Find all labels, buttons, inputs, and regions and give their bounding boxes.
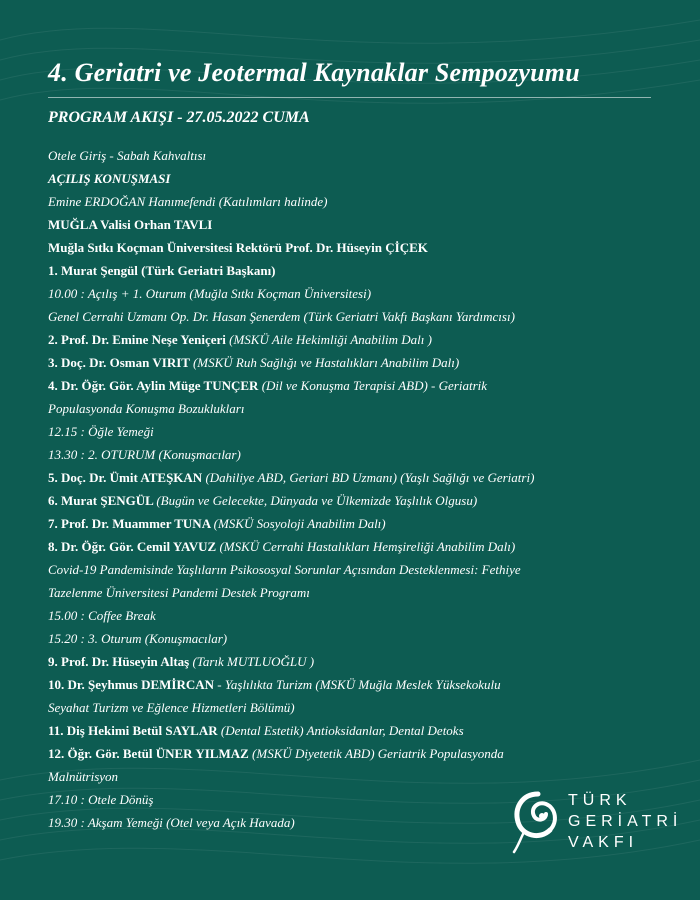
program-line-text: 12.15 : Öğle Yemeği (48, 424, 154, 439)
logo-wordmark (568, 790, 682, 853)
program-line-text: 15.00 : Coffee Break (48, 608, 156, 623)
program-line-text: Populasyonda Konuşma Bozuklukları (48, 401, 245, 416)
program-line (48, 328, 668, 351)
program-line-text: 5. Doç. Dr. Ümit ATEŞKAN (48, 470, 206, 485)
program-line (48, 604, 668, 627)
program-line (48, 466, 668, 489)
program-line-text: 4. Dr. Öğr. Gör. Aylin Müge TUNÇER (48, 378, 262, 393)
program-line-text: (MSKÜ Diyetetik ABD) Geriatrik Populasyonda (252, 746, 504, 761)
program-line-text: AÇILIŞ KONUŞMASI (48, 171, 171, 186)
program-line (48, 397, 668, 420)
program-line-text: Genel Cerrahi Uzmanı Op. Dr. Hasan Şenerdem (Türk Geriatri Vakfı Başkanı Yardımcısı) (48, 309, 515, 324)
program-line-text: (MSKÜ Ruh Sağlığı ve Hastalıkları Anabilim Dalı) (192, 355, 460, 370)
program-line-text: 10.00 : Açılış + 1. Oturum (Muğla Sıtkı Koçman Üniversitesi) (48, 286, 372, 301)
program-line (48, 167, 668, 190)
program-line-text: - Yaşlılıkta Turizm (MSKÜ Muğla Meslek Yüksekokulu (217, 677, 501, 692)
program-line-text: 8. Dr. Öğr. Gör. Cemil YAVUZ (48, 539, 220, 554)
program-line (48, 305, 668, 328)
program-line (48, 420, 668, 443)
program-line (48, 282, 668, 305)
program-line (48, 443, 668, 466)
program-line-text: 12. Öğr. Gör. Betül ÜNER YILMAZ (48, 746, 253, 761)
program-line-text: 15.20 : 3. Oturum (Konuşmacılar) (48, 631, 228, 646)
program-line-text: (MSKÜ Aile Hekimliği Anabilim Dalı ) (229, 332, 432, 347)
program-line-text: 19.30 : Akşam Yemeği (Otel veya Açık Havada) (48, 815, 295, 830)
program-line-text: Otele Giriş - Sabah Kahvaltısı (48, 148, 207, 163)
program-line-text: (Dental Estetik) Antioksidanlar, Dental Detoks (220, 723, 464, 738)
program-line-text: Emine ERDOĞAN Hanımefendi (Katılımları halinde) (48, 194, 328, 209)
program-line-text: 2. Prof. Dr. Emine Neşe Yeniçeri (48, 332, 230, 347)
program-line-text: 13.30 : 2. OTURUM (Konuşmacılar) (48, 447, 241, 462)
logo-line-geriatri: GERİATRİ (568, 813, 683, 830)
program-line (48, 374, 668, 397)
program-line-text: 9. Prof. Dr. Hüseyin Altaş (48, 654, 193, 669)
program-line (48, 581, 668, 604)
program-line (48, 742, 668, 765)
program-line-text: 3. Doç. Dr. Osman VIRIT (48, 355, 193, 370)
program-line (48, 535, 668, 558)
program-line-text: 11. Diş Hekimi Betül SAYLAR (48, 723, 221, 738)
program-line (48, 512, 668, 535)
program-list (48, 144, 668, 834)
program-line (48, 696, 668, 719)
program-line (48, 558, 668, 581)
program-line-text: 6. Murat ŞENGÜL (48, 493, 157, 508)
program-subtitle: PROGRAM AKIŞI - 27.05.2022 CUMA (48, 109, 310, 126)
program-line-text: Covid-19 Pandemisinde Yaşlıların Psikososyal Sorunlar Açısından Desteklenmesi: Fethiye (48, 562, 521, 577)
page-title: 4. Geriatri ve Jeotermal Kaynaklar Sempozyumu (48, 58, 580, 87)
title-divider (48, 97, 651, 98)
program-line-text: Malnütrisyon (48, 769, 119, 784)
program-line (48, 765, 668, 788)
program-line-text: Muğla Sıtkı Koçman Üniversitesi Rektörü Prof. Dr. Hüseyin ÇİÇEK (48, 240, 428, 255)
logo-line-vakfi: VAKFI (568, 834, 639, 851)
program-line (48, 259, 668, 282)
program-line-text: (Dil ve Konuşma Terapisi ABD) - Geriatrik (261, 378, 488, 393)
program-line-text: Seyahat Turizm ve Eğlence Hizmetleri Bölümü) (48, 700, 295, 715)
program-line-text: 17.10 : Otele Dönüş (48, 792, 154, 807)
geriatri-emblem-icon (510, 786, 566, 856)
program-line-text: MUĞLA Valisi Orhan TAVLI (48, 217, 213, 232)
program-line (48, 236, 668, 259)
program-line (48, 190, 668, 213)
program-line (48, 144, 668, 167)
program-line-text: (Tarık MUTLUOĞLU ) (192, 654, 315, 669)
program-line-text: 7. Prof. Dr. Muammer TUNA (48, 516, 214, 531)
program-line-text: Tazelenme Üniversitesi Pandemi Destek Programı (48, 585, 310, 600)
program-line (48, 719, 668, 742)
program-line (48, 489, 668, 512)
program-line (48, 351, 668, 374)
program-line (48, 650, 668, 673)
program-line-text: 10. Dr. Şeyhmus DEMİRCAN (48, 677, 218, 692)
program-line-text: (MSKÜ Sosyoloji Anabilim Dalı) (213, 516, 386, 531)
program-line-text: (Bugün ve Gelecekte, Dünyada ve Ülkemizde Yaşlılık Olgusu) (156, 493, 478, 508)
program-line (48, 627, 668, 650)
logo-line-turk: TÜRK (568, 792, 632, 809)
program-line-text: (MSKÜ Cerrahi Hastalıkları Hemşireliği Anabilim Dalı) (219, 539, 516, 554)
program-line-text: 1. Murat Şengül (Türk Geriatri Başkanı) (48, 263, 276, 278)
program-line (48, 213, 668, 236)
turk-geriatri-vakfi-logo (510, 786, 683, 866)
program-line-text: (Dahiliye ABD, Geriari BD Uzmanı) (Yaşlı Sağlığı ve Geriatri) (205, 470, 535, 485)
program-line (48, 673, 668, 696)
